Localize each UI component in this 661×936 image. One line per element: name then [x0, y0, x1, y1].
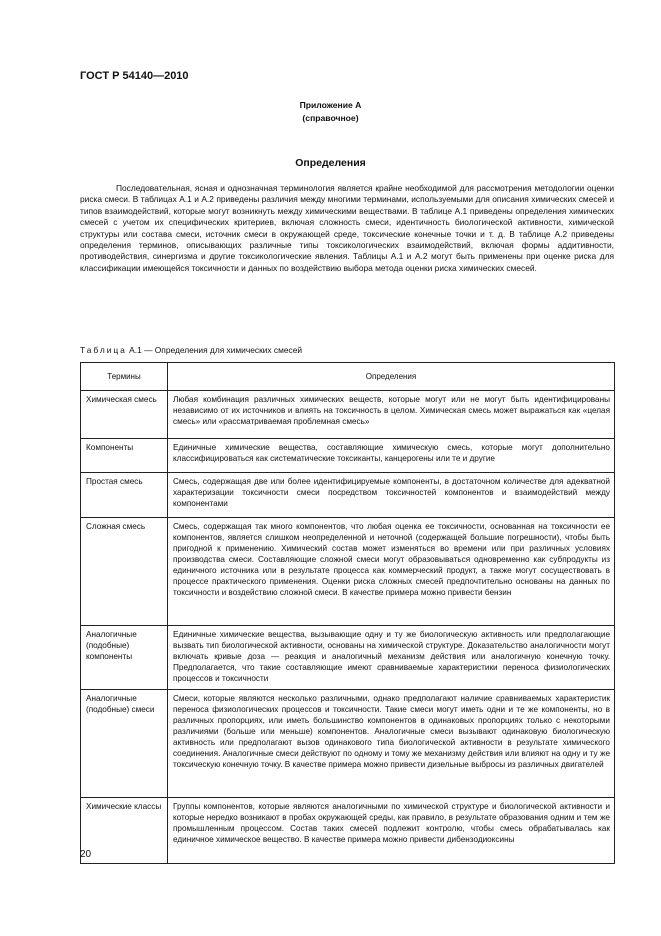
definition-cell: Единичные химические вещества, вызывающие одну и ту же биологическую активность или предполагающие вызвать тип биологической активности, основаны на химической структуре. Доказательство аналогичности могут включать кривые доза — реакция и аналогичный механизм действия или аналогичную конечную точку. Предполагается, что такие составляющие имеют сравниваемые характеристики переноса физиологических процессов и токсичности [168, 626, 615, 690]
table-row [81, 473, 615, 518]
definition-cell: Смеси, которые являются несколько различными, однако предполагают наличие сравниваемых характеристик переноса физиологических процессов и токсичности. Такие смеси могут иметь одни и те же компоненты, но в различных пропорциях, или иметь большинство компонентов в одинаковых пропорциях только с некоторыми различиями (больше или меньше) компонентов. Аналогичные смеси вызывают одинаковую биологическую активность или предполагают вызов одинакового типа биологической активности в результате химического соединения. Аналогичные смеси действуют по одному и тому же механизму действия или влияют на одну и ту же токсическую конечную точку. В качестве примера можно привести дизельные выбросы из различных двигателей [168, 690, 615, 798]
column-header-terms: Термины [81, 363, 168, 391]
term-cell: Химическая смесь [81, 391, 168, 439]
definition-cell: Единичные химические вещества, составляющие химическую смесь, которые могут дополнительно классифицироваться как систематические токсиканты, канцерогены или те и другие [168, 439, 615, 473]
intro-paragraph: Последовательная, ясная и однозначная терминология является крайне необходимой для рассмотрения методологии оценки риска смеси. В таблицах А.1 и А.2 приведены различия между многими терминами, используемыми для описания химических смесей и типов взаимодействий, которые могут возникнуть между химическими веществами. В таблице А.1 приведены определения химических смесей с учетом их специфических критериев, включая сложность смеси, идентичность биологической активности, химической структуры или состава смеси, источник смеси в окружающей среде, токсические конечные точки и т. д. В таблице А.2 приведены определения терминов, описывающих различные типы токсикологических взаимодействий, включая формы аддитивности, противодействия, синергизма и другие токсикологические явления. Таблицы А.1 и А.2 могут быть применены при оценке риска для классификации имеющейся токсичности и данных по воздействию выбора метода оценки риска химических смесей. [80, 183, 614, 273]
term-cell: Компоненты [81, 439, 168, 473]
term-cell: Аналогичные (подобные) смеси [81, 690, 168, 798]
definition-cell: Группы компонентов, которые являются аналогичными по химической структуре и биологической активности и которые нередко возникают в пробах окружающей среды, как правило, в результате образования одним и тем же промышленным процессом. Состав таких смесей подлежит контролю, чтобы смесь обрабатывалась как единичное химическое вещество. В качестве примера можно привести дибензодиоксины [168, 798, 615, 864]
table-caption [80, 345, 302, 355]
definition-cell: Любая комбинация различных химических веществ, которые могут или не могут быть идентифицированы независимо от их источников и влиять на токсичность в целом. Химическая смесь может выражаться как «целая смесь» или «рассматриваемая проблемная смесь» [168, 391, 615, 439]
column-header-definitions: Определения [168, 363, 615, 391]
annex-heading [0, 99, 661, 125]
table-row [81, 518, 615, 626]
term-cell: Сложная смесь [81, 518, 168, 626]
table-row [81, 798, 615, 864]
table-row [81, 690, 615, 798]
table-row [81, 439, 615, 473]
document-code: ГОСТ Р 54140—2010 [80, 70, 189, 82]
table-caption-prefix: Таблица [80, 345, 127, 355]
definition-cell: Смесь, содержащая так много компонентов, что любая оценка ее токсичности, основанная на токсичности ее компонентов, является слишком неопределенной и неточной (содержащей большие погрешности), чтобы быть пригодной к применению. Химический состав может изменяться во времени или при различных условиях производства смеси. Составляющие сложной смеси могут образовываться одновременно как субпродукты из единичного источника или в результате процесса как коммерческий продукт, а также могут сосуществовать в процессе практического применения. Оценки риска сложных смесей предпочтительно основаны на данных по токсичности и воздействию сложной смеси. В качестве примера можно привести бензин [168, 518, 615, 626]
section-title: Определения [295, 157, 366, 169]
annex-title: Приложение А [299, 100, 362, 110]
definitions-table [80, 362, 615, 864]
term-cell: Простая смесь [81, 473, 168, 518]
definition-cell: Смесь, содержащая две или более идентифицируемые компоненты, в достаточном количестве для адекватной характеризации токсичности смеси посредством токсичностей компонентов и взаимодействий между компонентами [168, 473, 615, 518]
table-row [81, 391, 615, 439]
annex-type: (справочное) [302, 113, 359, 123]
table-caption-text: А.1 — Определения для химических смесей [126, 345, 303, 355]
term-cell: Аналогичные (подобные) компоненты [81, 626, 168, 690]
table-row [81, 626, 615, 690]
term-cell: Химические классы [81, 798, 168, 864]
table-header-row [81, 363, 615, 391]
page-number: 20 [80, 849, 92, 860]
